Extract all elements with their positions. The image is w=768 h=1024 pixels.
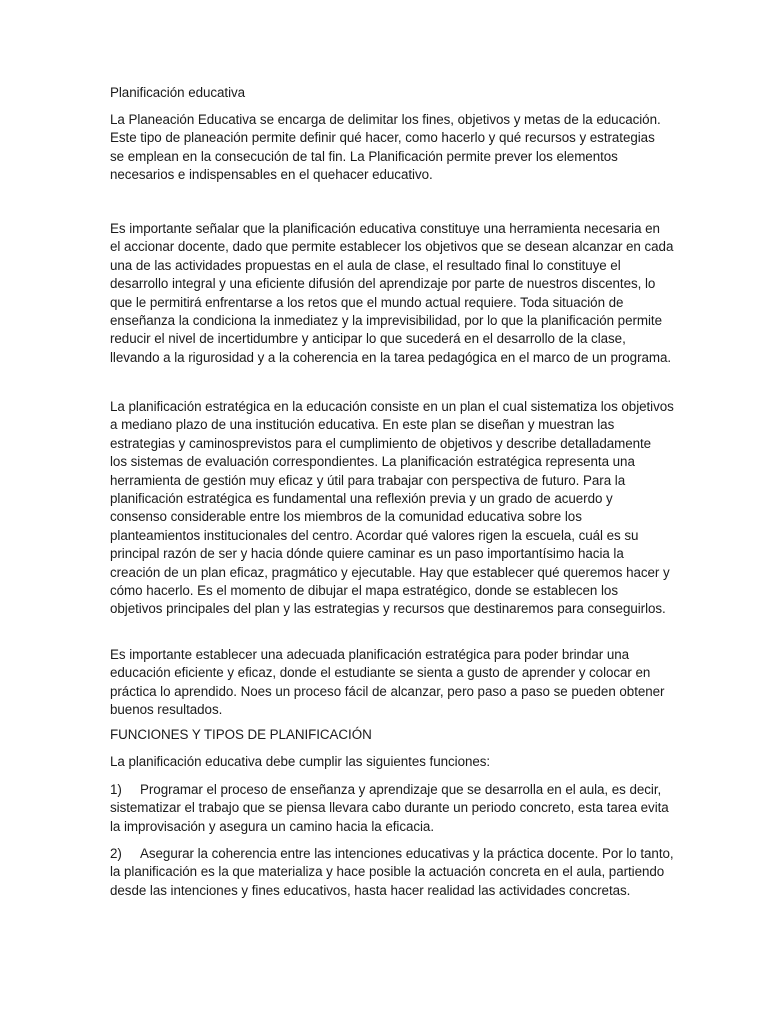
list-item-text: Asegurar la coherencia entre las intenciones educativas y la práctica docente. Por lo tanto, — [140, 846, 674, 861]
section-intro — [110, 753, 658, 771]
paragraph-line: desarrollo integral y una eficiente difusión del aprendizaje por parte de nuestros discentes, lo — [110, 276, 656, 292]
document-title — [110, 84, 658, 102]
list-number: 2) — [110, 846, 122, 861]
paragraph-line: creación de un plan eficaz, pragmático y ejecutable. Hay que establecer qué queremos hacer y — [110, 564, 670, 580]
paragraph-line: planteamientos institucionales del centro. Acordar qué valores rigen la escuela, cuál es su — [110, 527, 639, 543]
paragraph-line: objetivos principales del plan y las estrategias y recursos que destinaremos para conseguirlos. — [110, 601, 666, 617]
paragraph-line: planificación estratégica es fundamental una reflexión previa y un grado de acuerdo y — [110, 490, 613, 506]
list-item-line: sistematizar el trabajo que se piensa llevara cabo durante un periodo concreto, esta tarea evita — [110, 800, 669, 816]
paragraph-line: se emplean en la consecución de tal fin. La Planificación permite prever los elementos — [110, 148, 618, 164]
paragraph-line: La planificación estratégica en la educación consiste en un plan el cual sistematiza los objetivos — [110, 399, 674, 414]
section-intro-text: La planificación educativa debe cumplir las siguientes funciones: — [110, 754, 491, 769]
paragraph-3 — [110, 398, 674, 619]
paragraph-line: educación eficiente y eficaz, donde el estudiante se sienta a gusto de aprender y colocar en — [110, 665, 651, 681]
list-item-2 — [110, 845, 674, 900]
paragraph-line: consenso considerable entre los miembros de la comunidad educativa sobre los — [110, 509, 582, 525]
paragraph-line: el accionar docente, dado que permite establecer los objetivos que se desean alcanzar en cada — [110, 239, 674, 255]
paragraph-line: Este tipo de planeación permite definir qué hacer, como hacerlo y qué recursos y estrategias — [110, 130, 655, 146]
title-text: Planificación educativa — [110, 85, 246, 100]
list-item-first-line — [110, 845, 674, 863]
paragraph-4 — [110, 646, 665, 720]
paragraph-line: enseñanza la condiciona la inmediatez y la imprevisibilidad, por lo que la planificación permite — [110, 312, 662, 328]
paragraph-line: cómo hacerlo. Es el momento de dibujar el mapa estratégico, donde se establecen los — [110, 582, 618, 598]
paragraph-1 — [110, 111, 661, 185]
paragraph-2 — [110, 220, 674, 367]
list-item-1 — [110, 781, 669, 836]
paragraph-line: Es importante establecer una adecuada planificación estratégica para poder brindar una — [110, 647, 630, 662]
paragraph-line: práctica lo aprendido. Noes un proceso fácil de alcanzar, pero paso a paso se pueden obtener — [110, 683, 665, 699]
list-item-text: Programar el proceso de enseñanza y aprendizaje que se desarrolla en el aula, es decir, — [140, 782, 662, 797]
paragraph-line: necesarios e indispensables en el quehacer educativo. — [110, 167, 433, 183]
paragraph-line: La Planeación Educativa se encarga de delimitar los fines, objetivos y metas de la educación. — [110, 112, 661, 127]
paragraph-line: una de las actividades propuestas en el aula de clase, el resultado final lo constituye el — [110, 257, 621, 273]
list-item-first-line — [110, 781, 662, 799]
paragraph-line: estrategias y caminosprevistos para el cumplimiento de objetivos y describe detalladamente — [110, 435, 652, 451]
list-item-line: la improvisación y asegura un camino hacia la eficacia. — [110, 818, 435, 834]
paragraph-line: llevando a la rigurosidad y a la coherencia en la tarea pedagógica en el marco de un programa. — [110, 349, 672, 365]
paragraph-line: Es importante señalar que la planificación educativa constituye una herramienta necesaria en — [110, 221, 660, 236]
list-item-line: desde las intenciones y fines educativos, hasta hacer realidad las actividades concretas. — [110, 882, 631, 898]
paragraph-line: buenos resultados. — [110, 702, 223, 718]
list-number: 1) — [110, 782, 122, 797]
paragraph-line: principal razón de ser y hacia dónde quiere caminar es un paso importantísimo hacia la — [110, 546, 624, 562]
paragraph-line: que le permitirá enfrentarse a los retos que el mundo actual requiere. Toda situación de — [110, 294, 624, 310]
section-heading-text: FUNCIONES Y TIPOS DE PLANIFICACIÓN — [110, 727, 372, 742]
paragraph-line: herramienta de gestión muy eficaz y útil para trabajar con perspectiva de futuro. Para la — [110, 472, 626, 488]
section-heading — [110, 726, 658, 744]
list-item-line: la planificación es la que materializa y hace posible la actuación concreta en el aula, partiendo — [110, 864, 665, 880]
paragraph-line: a mediano plazo de una institución educativa. En este plan se diseñan y muestran las — [110, 417, 615, 433]
paragraph-line: reducir el nivel de incertidumbre y anticipar lo que sucederá en el desarrollo de la clase, — [110, 331, 626, 347]
paragraph-line: los sistemas de evaluación correspondientes. La planificación estratégica representa una — [110, 454, 635, 470]
